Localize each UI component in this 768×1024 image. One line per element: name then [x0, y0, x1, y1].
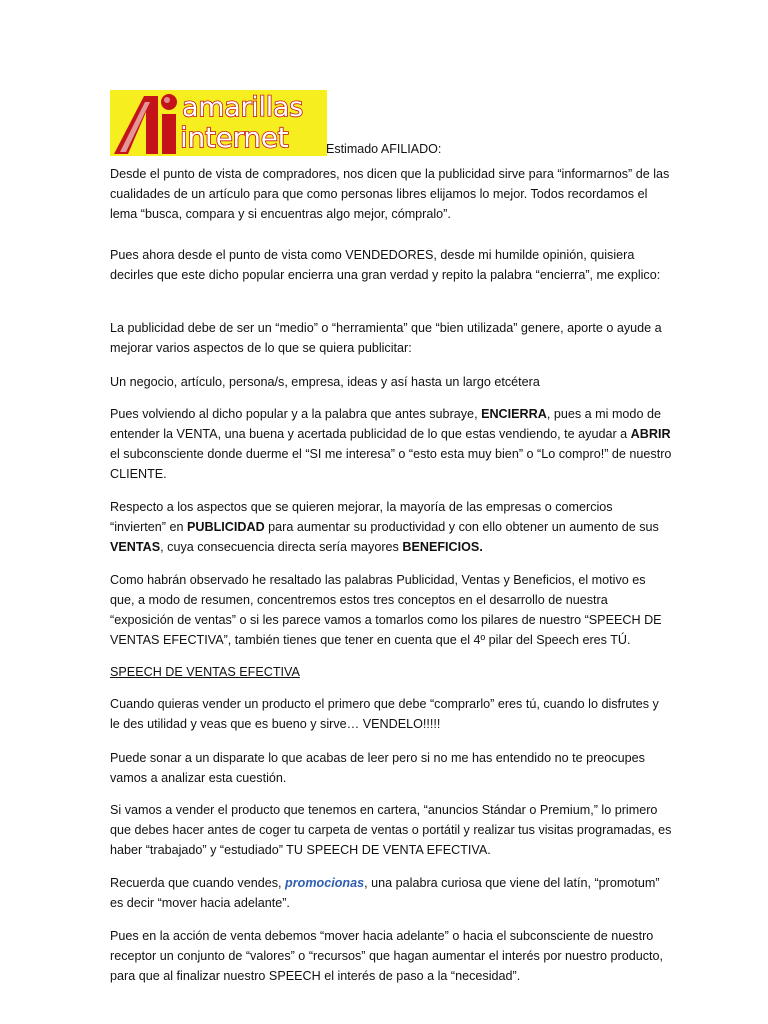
p6-text-c: para aumentar su productividad y con ello obtener un aumento de sus — [264, 520, 659, 534]
paragraph-11 — [110, 873, 672, 913]
logo-word-internet: internet — [180, 121, 289, 154]
p5-bold-encierra: ENCIERRA — [481, 407, 547, 421]
paragraph-5 — [110, 404, 672, 484]
paragraph-4: Un negocio, artículo, persona/s, empresa, ideas y así hasta un largo etcétera — [110, 375, 540, 389]
paragraph-7: Como habrán observado he resaltado las palabras Publicidad, Ventas y Beneficios, el motivo es que, a modo de resumen, concentremos estos tres conceptos en el desarrollo de nuestra “exposición de ventas” o si les parece vamos a tomarlos como los pilares de nuestro “SPEECH DE VENTAS EFECTIVA”, también tienes que tener en cuenta que el 4º pilar del Speech eres TÚ. — [110, 573, 662, 647]
paragraph-9: Puede sonar a un disparate lo que acabas de leer pero si no me has entendido no te preocupes vamos a analizar esta cuestión. — [110, 751, 645, 785]
paragraph-3: La publicidad debe de ser un “medio” o “herramienta” que “bien utilizada” genere, aporte o ayude a mejorar varios aspectos de lo que se quiera publicitar: — [110, 321, 662, 355]
p5-text-e: el subconsciente donde duerme el “SI me interesa” o “esto esta muy bien” o “Lo compro!” de nuestro CLIENTE. — [110, 447, 672, 481]
paragraph-12: Pues en la acción de venta debemos “mover hacia adelante” o hacia el subconsciente de nuestro receptor un conjunto de “valores” o “recursos” que hagan aumentar el interés por nuestro producto, para que al finalizar nuestro SPEECH el interés de paso a la “necesidad”. — [110, 929, 664, 983]
greeting: Estimado AFILIADO: — [326, 142, 442, 156]
p6-text-a: Respecto a los aspectos que se quieren mejorar, la mayoría de las empresas o comercios “invierten” en — [110, 500, 613, 534]
p5-text-a: Pues volviendo al dicho popular y a la palabra que antes subraye, — [110, 407, 482, 421]
paragraph-1: Desde el punto de vista de compradores, nos dicen que la publicidad sirve para “informarnos” de las cualidades de un artículo para que como personas libres elijamos lo mejor. Todos recordamos el lema “busca, compara y si encuentras algo mejor, cómpralo”. — [110, 167, 670, 221]
p6-bold-publicidad: PUBLICIDAD — [187, 520, 265, 534]
p11-promocionas: promocionas — [285, 876, 365, 890]
amarillas-internet-logo — [110, 90, 327, 156]
p6-text-e: , cuya consecuencia directa sería mayores — [160, 540, 403, 554]
p5-text-c: , pues a mi modo de entender la VENTA, una buena y acertada publicidad de lo que estas vendiendo, te ayudar a — [110, 407, 661, 441]
section-heading: SPEECH DE VENTAS EFECTIVA — [110, 665, 300, 679]
p6-bold-ventas: VENTAS — [110, 540, 161, 554]
p11-text-a: Recuerda que cuando vendes, — [110, 876, 286, 890]
paragraph-8: Cuando quieras vender un producto el primero que debe “comprarlo” eres tú, cuando lo disfrutes y le des utilidad y veas que es bueno y sirve… VENDELO!!!!! — [110, 697, 659, 731]
paragraph-6 — [110, 497, 672, 557]
p5-bold-abrir: ABRIR — [630, 427, 671, 441]
paragraph-2: Pues ahora desde el punto de vista como VENDEDORES, desde mi humilde opinión, quisiera decirles que este dicho popular encierra una gran verdad y repito la palabra “encierra”, me explico: — [110, 248, 661, 282]
p6-bold-beneficios: BENEFICIOS. — [402, 540, 483, 554]
logo-word-amarillas: amarillas — [182, 92, 303, 123]
p11-text-c: , una palabra curiosa que viene del latín, “promotum” es decir “mover hacia adelante”. — [110, 876, 660, 910]
paragraph-10: Si vamos a vender el producto que tenemos en cartera, “anuncios Stándar o Premium,” lo primero que debes hacer antes de coger tu carpeta de ventas o portátil y realizar tus visitas programadas, es haber “trabajado” y “estudiado” TU SPEECH DE VENTA EFECTIVA. — [110, 803, 672, 857]
